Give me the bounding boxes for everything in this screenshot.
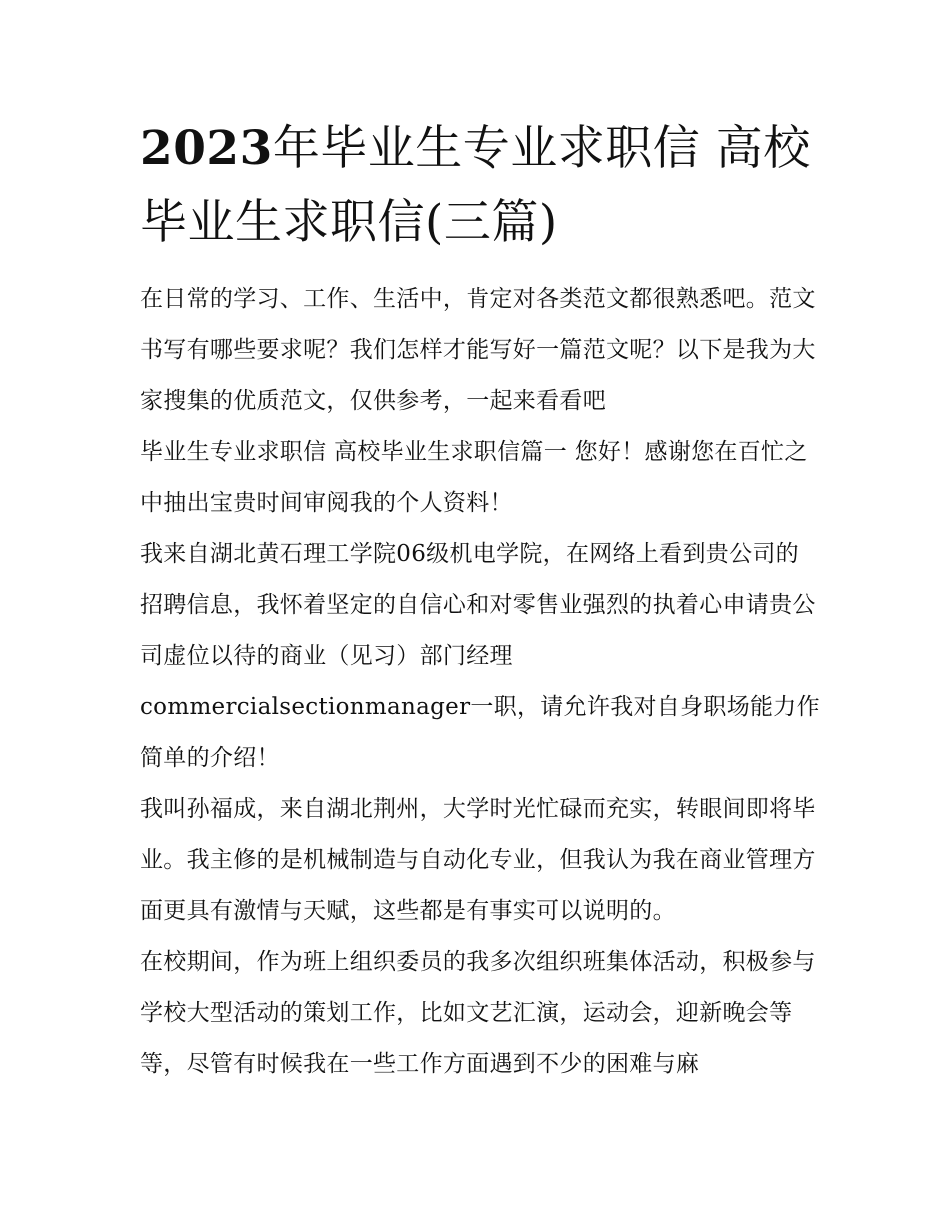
title-text: 年毕业生专业求职信 高校毕业生求职信(三篇)	[140, 121, 811, 250]
title-year: 2023	[140, 121, 273, 176]
paragraph-application: 我来自湖北黄石理工学院06级机电学院，在网络上看到贵公司的招聘信息，我怀着坚定的自信心和对零售业强烈的执着心申请贵公司虚位以待的商业（见习）部门经理	[140, 541, 816, 669]
paragraph-greeting: 毕业生专业求职信 高校毕业生求职信篇一 您好！感谢您在百忙之中抽出宝贵时间审阅我的个人资料！	[140, 439, 808, 516]
document-body	[140, 274, 820, 1090]
document-title	[140, 112, 820, 260]
paragraph-campus-experience: 在校期间，作为班上组织委员的我多次组织班集体活动，积极参与学校大型活动的策划工作，比如文艺汇演，运动会，迎新晚会等等，尽管有时候我在一些工作方面遇到不少的困难与麻	[140, 949, 816, 1077]
paragraph-position: commercialsectionmanager一职，请允许我对自身职场能力作简单的介绍！	[140, 694, 820, 771]
paragraph-intro: 在日常的学习、工作、生活中，肯定对各类范文都很熟悉吧。范文书写有哪些要求呢？我们怎样才能写好一篇范文呢？以下是我为大家搜集的优质范文，仅供参考，一起来看看吧	[140, 286, 816, 414]
paragraph-self-introduction: 我叫孙福成，来自湖北荆州，大学时光忙碌而充实，转眼间即将毕业。我主修的是机械制造与自动化专业，但我认为我在商业管理方面更具有激情与天赋，这些都是有事实可以说明的。	[140, 796, 816, 924]
document-page	[140, 112, 820, 1090]
